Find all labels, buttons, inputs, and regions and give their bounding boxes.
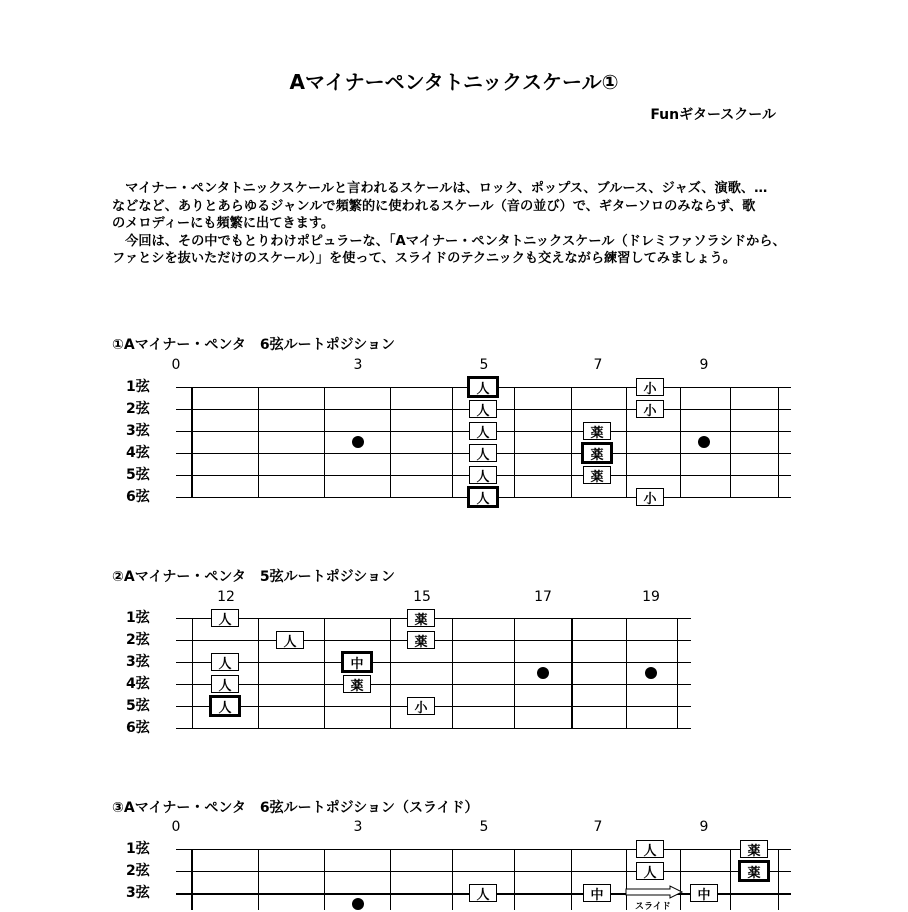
- note-root: 人: [467, 376, 499, 398]
- fret-marker-dot: [698, 436, 710, 448]
- note: 中: [690, 884, 718, 902]
- note: 人: [211, 609, 239, 627]
- note: 小: [636, 488, 664, 506]
- fret-marker-dot: [352, 436, 364, 448]
- string-label: 2弦: [126, 401, 150, 417]
- note: 人: [469, 422, 497, 440]
- note: 人: [469, 400, 497, 418]
- page-title: Aマイナーペンタトニックスケール①: [289, 70, 619, 94]
- slide-label: スライド: [635, 902, 671, 912]
- note: 小: [407, 697, 435, 715]
- note: 小: [636, 378, 664, 396]
- fret-number: 7: [593, 357, 603, 373]
- diagram-2-heading: ②Aマイナー・ペンタ 5弦ルートポジション: [112, 569, 395, 585]
- fret-number: 15: [413, 589, 431, 605]
- fret-number: 9: [699, 819, 709, 835]
- note-root: 薬: [738, 860, 770, 882]
- string-label: 1弦: [126, 610, 150, 626]
- fret-number: 5: [479, 357, 489, 373]
- fret-number: 17: [534, 589, 552, 605]
- fret-number: 0: [171, 357, 181, 373]
- author-label: Funギタースクール: [650, 107, 776, 123]
- note: 中: [583, 884, 611, 902]
- string-label: 5弦: [126, 698, 150, 714]
- string-label: 3弦: [126, 654, 150, 670]
- fret-number: 3: [353, 357, 363, 373]
- note: 薬: [583, 466, 611, 484]
- string-label: 1弦: [126, 379, 150, 395]
- fret-number: 9: [699, 357, 709, 373]
- fret-number: 3: [353, 819, 363, 835]
- note: 人: [469, 444, 497, 462]
- note: 薬: [740, 840, 768, 858]
- fret-number: 5: [479, 819, 489, 835]
- string-label: 6弦: [126, 720, 150, 736]
- string-label: 2弦: [126, 863, 150, 879]
- string-label: 1弦: [126, 841, 150, 857]
- note: 人: [276, 631, 304, 649]
- string-label: 4弦: [126, 676, 150, 692]
- diagram-3-heading: ③Aマイナー・ペンタ 6弦ルートポジション（スライド）: [112, 800, 479, 816]
- diagram-1-heading: ①Aマイナー・ペンタ 6弦ルートポジション: [112, 337, 395, 353]
- note: 小: [636, 400, 664, 418]
- slide-arrow-icon: [624, 885, 688, 899]
- note: 薬: [583, 422, 611, 440]
- string-label: 2弦: [126, 632, 150, 648]
- string-label: 5弦: [126, 467, 150, 483]
- note-root: 中: [341, 651, 373, 673]
- intro-paragraph: マイナー・ペンタトニックスケールと言われるスケールは、ロック、ポップス、ブルース、ジャズ、演歌、… などなど、ありとあらゆるジャンルで頻繁的に使われるスケール（音の並び）で、ギターソロのみならず、歌 のメロディーにも頻繁に出てきます。 今回は、その中でもとりわけポピュラーな、「Aマイナー・ペンタトニックスケール（ドレミファソラシドから、 ファとシを抜いただけのスケール）」を使って、スライドのテクニックも交えながら練習してみましょう。: [112, 181, 786, 267]
- string-label: 4弦: [126, 445, 150, 461]
- string-label: 6弦: [126, 489, 150, 505]
- fret-number: 12: [217, 589, 235, 605]
- note: 薬: [343, 675, 371, 693]
- note-root: 人: [209, 695, 241, 717]
- fret-marker-dot: [352, 898, 364, 910]
- note: 人: [469, 466, 497, 484]
- note: 人: [636, 840, 664, 858]
- note: 人: [469, 884, 497, 902]
- string-label: 3弦: [126, 885, 150, 901]
- note: 薬: [407, 631, 435, 649]
- string-label: 3弦: [126, 423, 150, 439]
- note: 薬: [407, 609, 435, 627]
- note-root: 薬: [581, 442, 613, 464]
- fret-marker-dot: [537, 667, 549, 679]
- fret-number: 19: [642, 589, 660, 605]
- fret-number: 0: [171, 819, 181, 835]
- note: 人: [211, 675, 239, 693]
- note-root: 人: [467, 486, 499, 508]
- note: 人: [636, 862, 664, 880]
- fret-number: 7: [593, 819, 603, 835]
- note: 人: [211, 653, 239, 671]
- fret-marker-dot: [645, 667, 657, 679]
